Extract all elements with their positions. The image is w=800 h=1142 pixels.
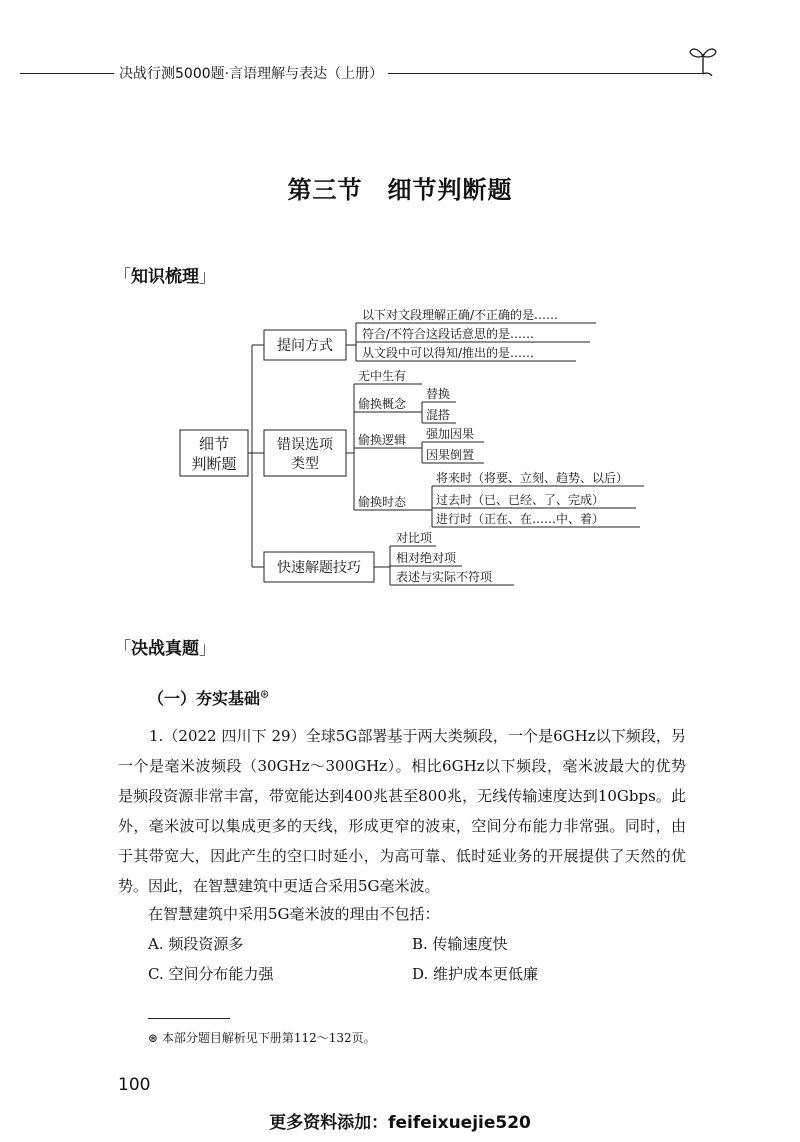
page-number: 100: [118, 1075, 151, 1095]
mindmap-leaf: 表述与实际不符项: [396, 570, 493, 584]
mindmap-leaf: 以下对文段理解正确/不正确的是……: [362, 308, 559, 322]
mindmap-branch-question-style: 提问方式: [277, 338, 333, 354]
mindmap-root-line-2: 判断题: [191, 455, 237, 473]
question-passage: 1.（2022 四川下 29）全球5G部署基于两大类频段，一个是6GHz以下频段，另一个是毫米波频段（30GHz～300GHz）。相比6GHz以下频段，毫米波最大的优势是频段资源非常丰富，带宽能达到400兆甚至800兆，无线传输速度达到10Gbps。此外，毫米波可以集成更多的天线，形成更窄的波束，空间分布能力非常强。同时，由于其带宽大，因此产生的空口时延小，为高可靠、低时延业务的开展提供了天然的优势。因此，在智慧建筑中更适合采用5G毫米波。: [118, 727, 686, 895]
mindmap-node-tense-swap: 偷换时态: [358, 495, 407, 509]
mindmap-leaf: 过去时（已、已经、了、完成）: [436, 493, 605, 507]
mindmap-leaf: 符合/不符合这段话意思的是……: [362, 327, 535, 341]
watermark-text: 更多资料添加：feifeixuejie520: [269, 1113, 531, 1133]
mindmap-leaf: 混搭: [426, 408, 451, 422]
running-header-title: 决战行测5000题·言语理解与表达（上册）: [119, 66, 384, 82]
mindmap-node-logic-swap: 偷换逻辑: [358, 433, 407, 447]
subsection-label: （一）夯实基础: [148, 689, 261, 708]
option-c: C. 空间分布能力强: [148, 965, 274, 983]
footnote-rule: [148, 1018, 230, 1019]
mindmap-branch-wrong-option-line-2: 类型: [291, 456, 319, 472]
section-heading-knowledge-text: 知识梳理: [131, 267, 199, 287]
header-rule-left: [20, 73, 114, 74]
section-heading-knowledge: 「知识梳理」: [114, 267, 216, 287]
mindmap-leaf: 强加因果: [426, 427, 475, 441]
option-b: B. 传输速度快: [412, 935, 508, 953]
option-d: D. 维护成本更低廉: [412, 965, 539, 983]
sprout-icon: [688, 44, 718, 76]
mindmap-leaf: 相对绝对项: [396, 551, 457, 565]
section-heading-real-questions-text: 决战真题: [131, 639, 199, 659]
mindmap-node-concept-swap: 偷换概念: [358, 397, 407, 411]
mindmap-leaf: 替换: [426, 387, 451, 401]
section-heading-real-questions: 「决战真题」: [114, 639, 216, 659]
mindmap-leaf: 进行时（正在、在……中、着）: [436, 512, 605, 526]
header-rule-right: [388, 73, 706, 74]
mind-map: [150, 296, 650, 596]
mindmap-branch-quick-tips: 快速解题技巧: [277, 560, 361, 576]
mindmap-leaf: 因果倒置: [426, 448, 475, 462]
option-a: A. 频段资源多: [148, 935, 244, 953]
mindmap-branch-wrong-option-line-1: 错误选项: [277, 437, 333, 453]
mindmap-node-fabrication: 无中生有: [358, 369, 407, 383]
mindmap-leaf: 将来时（将要、立刻、趋势、以后）: [436, 471, 629, 485]
mindmap-leaf: 对比项: [396, 531, 433, 545]
question-stem: 在智慧建筑中采用5G毫米波的理由不包括：: [148, 905, 440, 923]
mindmap-leaf: 从文段中可以得知/推出的是……: [362, 346, 535, 360]
mindmap-root-line-1: 细节: [198, 435, 230, 453]
subsection-heading: [148, 686, 269, 709]
page-title: 第三节 细节判断题: [287, 176, 513, 204]
footnote: ⊛ 本部分题目解析见下册第112～132页。: [148, 1031, 376, 1045]
footnote-mark-icon: ⊛: [260, 687, 270, 701]
